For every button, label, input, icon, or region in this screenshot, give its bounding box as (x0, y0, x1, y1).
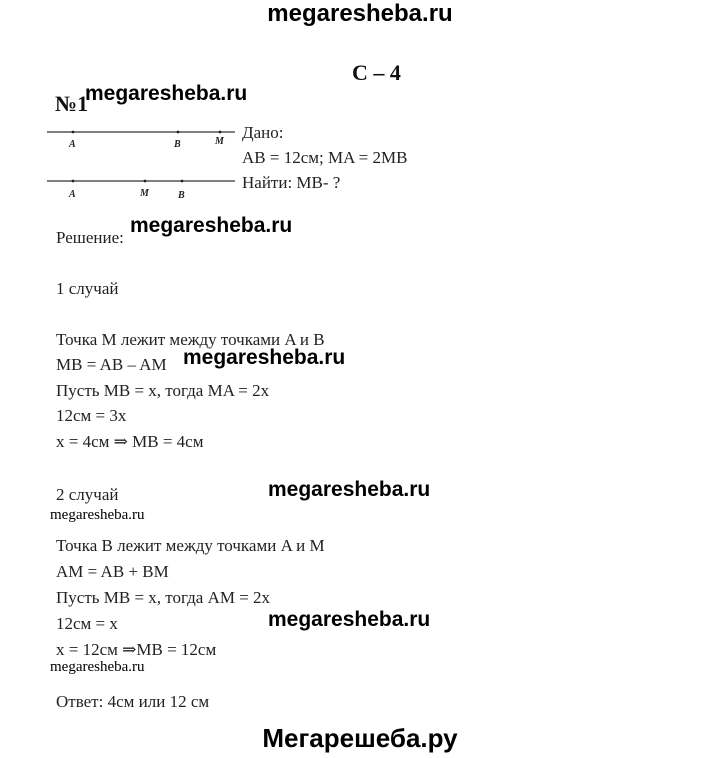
case2-line: Пусть MB = x, тогда AM = 2x (56, 588, 271, 607)
section-heading: С – 4 (352, 60, 401, 85)
point-a-1 (72, 131, 75, 134)
case2-title: 2 случай (56, 485, 119, 504)
segment-figure (45, 118, 245, 201)
point-a-2 (72, 180, 75, 183)
given-label: Дано: (242, 123, 284, 142)
find-text: Найти: MB- ? (242, 173, 341, 192)
case1-line: x = 4см ⇒ MB = 4см (56, 432, 204, 451)
label-b-2: B (178, 190, 185, 201)
solution-label: Решение: (56, 228, 124, 247)
case2-line: x = 12см ⇒MB = 12см (56, 640, 217, 659)
case1-line: Точка M лежит между точками A и B (56, 330, 325, 349)
label-m-1: M (215, 136, 224, 147)
case1-title: 1 случай (56, 279, 119, 298)
segment-line-1 (47, 131, 235, 150)
point-m-2 (144, 180, 147, 183)
point-b-2 (181, 180, 184, 183)
watermark-problem: megaresheba.ru (85, 82, 248, 105)
problem-number: №1 (55, 91, 89, 116)
case1-line: MB = AB – AM (56, 355, 167, 374)
watermark-case2-mid: megaresheba.ru (268, 608, 431, 631)
watermark-case2-big: megaresheba.ru (268, 478, 431, 501)
given-condition: AB = 12см; MA = 2MB (242, 148, 408, 167)
watermark-bottom: Мегарешеба.ру (262, 723, 458, 753)
case2-line: AM = AB + BM (56, 562, 169, 581)
segment-line-2 (47, 180, 235, 201)
label-a-2: A (69, 189, 76, 200)
watermark-case1: megaresheba.ru (183, 346, 346, 369)
watermark-solution: megaresheba.ru (130, 214, 293, 237)
case1-line: Пусть MB = x, тогда MA = 2x (56, 381, 270, 400)
watermark-case2-small: megaresheba.ru (50, 507, 145, 523)
case2-line: 12см = x (56, 614, 118, 633)
label-b-1: B (174, 139, 181, 150)
label-m-2: M (140, 188, 149, 199)
label-a-1: A (69, 139, 76, 150)
point-b-1 (177, 131, 180, 134)
case1-line: 12см = 3x (56, 406, 127, 425)
watermark-top: megaresheba.ru (267, 0, 453, 27)
case2-line: Точка B лежит между точками A и M (56, 536, 325, 555)
answer: Ответ: 4см или 12 см (56, 692, 210, 711)
point-m-1 (219, 131, 222, 134)
watermark-case2-small2: megaresheba.ru (50, 659, 145, 675)
